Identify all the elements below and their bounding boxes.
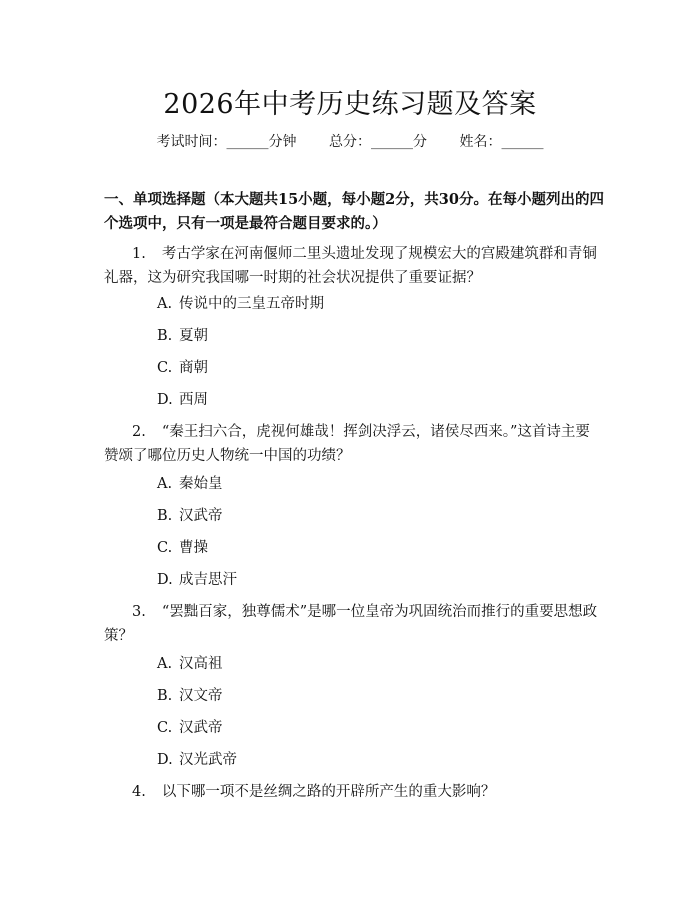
option-letter: B.	[157, 328, 173, 344]
question-2	[104, 420, 604, 468]
option-letter: C.	[157, 540, 173, 556]
exam-meta	[0, 131, 700, 151]
option-text: 商朝	[179, 360, 208, 376]
question-1-option-b	[157, 326, 208, 346]
question-2-option-d	[157, 570, 237, 590]
question-stem: “罢黜百家，独尊儒术”是哪一位皇帝为巩固统治而推行的重要思想政策？	[104, 604, 598, 644]
question-1-option-a	[157, 294, 324, 314]
option-letter: D.	[157, 572, 173, 588]
option-letter: B.	[157, 688, 173, 704]
page-title: 2026年中考历史练习题及答案	[163, 89, 537, 120]
option-letter: C.	[157, 360, 173, 376]
question-1-option-c	[157, 358, 208, 378]
question-number: 3.	[132, 604, 146, 620]
question-number: 2.	[132, 424, 146, 440]
name-field: 姓名：______	[459, 134, 544, 150]
option-letter: D.	[157, 392, 173, 408]
question-2-option-b	[157, 506, 223, 526]
question-stem: 考古学家在河南偃师二里头遗址发现了规模宏大的宫殿建筑群和青铜礼器，这为研究我国哪一时期的社会状况提供了重要证据？	[104, 246, 597, 286]
option-letter: A.	[157, 296, 173, 312]
option-text: 成吉思汗	[179, 572, 237, 588]
option-text: 汉武帝	[179, 508, 223, 524]
question-3-option-d	[157, 750, 237, 770]
exam-time-field: 考试时间：______分钟	[156, 134, 297, 150]
total-score-field: 总分：______分	[329, 134, 427, 150]
question-stem: “秦王扫六合，虎视何雄哉！挥剑决浮云，诸侯尽西来。”这首诗主要赞颂了哪位历史人物统一中国的功绩？	[104, 424, 590, 464]
option-text: 曹操	[179, 540, 208, 556]
question-1-option-d	[157, 390, 208, 410]
question-2-option-a	[157, 474, 223, 494]
question-3-option-a	[157, 654, 223, 674]
option-text: 传说中的三皇五帝时期	[179, 296, 324, 312]
question-stem: 以下哪一项不是丝绸之路的开辟所产生的重大影响？	[161, 784, 496, 800]
option-text: 夏朝	[179, 328, 208, 344]
option-text: 汉文帝	[179, 688, 223, 704]
section-heading: 一、单项选择题（本大题共15小题，每小题2分，共30分。在每小题列出的四个选项中，只有一项是最符合题目要求的。）	[104, 191, 604, 232]
option-letter: D.	[157, 752, 173, 768]
option-letter: A.	[157, 656, 173, 672]
option-letter: B.	[157, 508, 173, 524]
question-3-option-b	[157, 686, 223, 706]
question-2-option-c	[157, 538, 208, 558]
question-number: 1.	[132, 246, 146, 262]
option-letter: A.	[157, 476, 173, 492]
question-3-option-c	[157, 718, 223, 738]
question-4	[104, 780, 604, 804]
option-text: 汉武帝	[179, 720, 223, 736]
option-text: 汉高祖	[179, 656, 223, 672]
option-text: 汉光武帝	[179, 752, 237, 768]
option-text: 西周	[179, 392, 208, 408]
option-text: 秦始皇	[179, 476, 223, 492]
question-number: 4.	[132, 784, 146, 800]
question-3	[104, 600, 604, 648]
question-1	[104, 242, 604, 290]
option-letter: C.	[157, 720, 173, 736]
